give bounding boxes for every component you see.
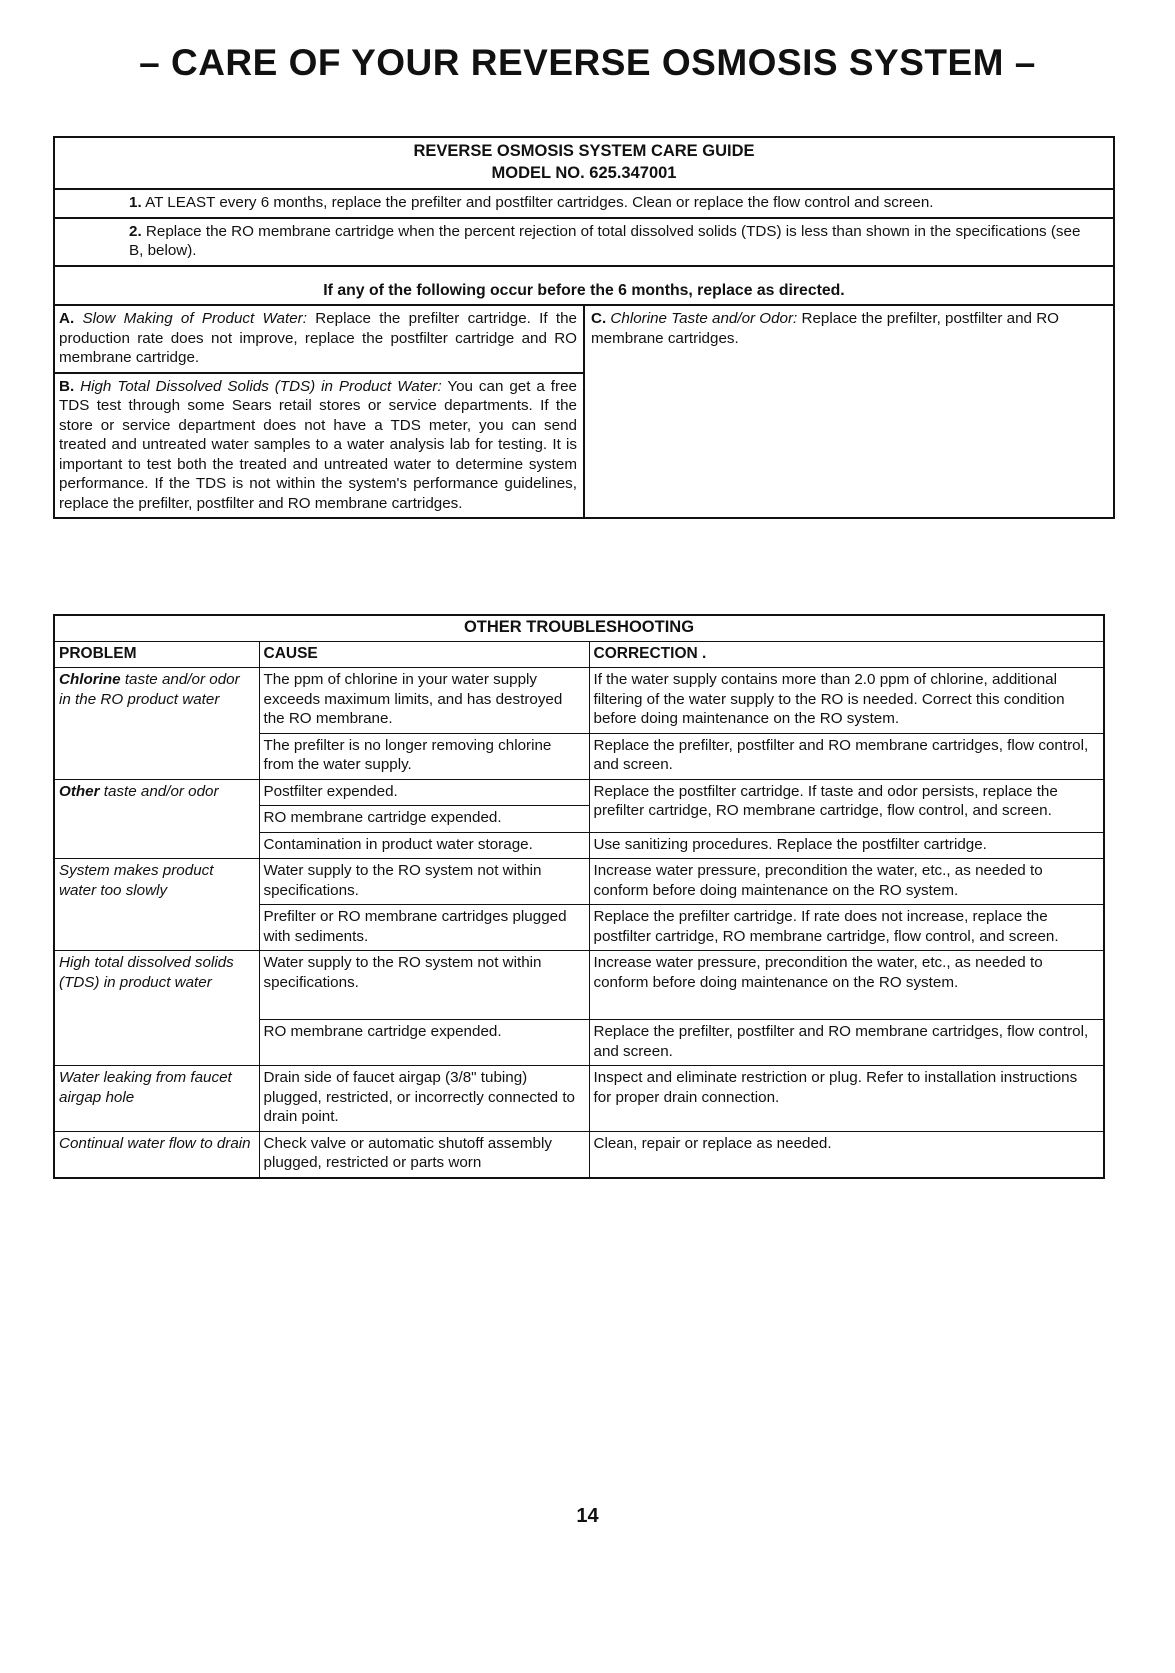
correction-cell: Replace the prefilter, postfilter and RO membrane cartridges, flow control, and screen. (589, 733, 1104, 779)
correction-cell: Increase water pressure, precondition the water, etc., as needed to conform before doing maintenance on the RO system. (589, 951, 1104, 1020)
cause-cell: RO membrane cartridge expended. (259, 806, 589, 833)
correction-cell: Replace the prefilter cartridge. If rate does not increase, replace the postfilter cartridge, RO membrane cartridge, flow control, and screen. (589, 905, 1104, 951)
care-item-2 (55, 219, 1113, 267)
troubleshooting-table (53, 614, 1105, 1179)
cause-cell: The ppm of chlorine in your water supply exceeds maximum limits, and has destroyed the RO membrane. (259, 668, 589, 734)
cause-cell: Drain side of faucet airgap (3/8" tubing) plugged, restricted, or incorrectly connected to drain point. (259, 1066, 589, 1132)
page-title: – CARE OF YOUR REVERSE OSMOSIS SYSTEM – (139, 42, 1036, 83)
cause-cell: Check valve or automatic shutoff assembly plugged, restricted or parts worn (259, 1131, 589, 1178)
care-item-a-text: Replace the prefilter cartridge. If the production rate does not improve, replace the postfilter cartridge and RO membrane cartridge. (59, 310, 577, 366)
column-header-correction: CORRECTION . (589, 641, 1104, 668)
correction-cell: Increase water pressure, precondition the water, etc., as needed to conform before doing maintenance on the RO system. (589, 859, 1104, 905)
problem-text: taste and/or odor in the RO product water (59, 671, 240, 708)
care-item-b-text: You can get a free TDS test through some Sears retail stores or service departments. If the store or service department does not have a TDS meter, you can send treated and untreated water samples to a water analysis lab for testing. It is important to test both the treated and untreated water to determine system performance. If the TDS is not within the system's performance guidelines, replace the prefilter, postfilter and RO membrane cartridges. (59, 377, 577, 512)
table-header-row (54, 641, 1104, 668)
care-item-c-label: C. (591, 310, 607, 327)
problem-cell: System makes product water too slowly (54, 859, 259, 951)
table-row (54, 859, 1104, 905)
correction-cell: If the water supply contains more than 2.0 ppm of chlorine, additional filtering of the water supply to the RO is needed. Correct this condition before doing maintenance on the RO system. (589, 668, 1104, 734)
cause-cell: RO membrane cartridge expended. (259, 1020, 589, 1066)
table-row (54, 1131, 1104, 1178)
correction-cell: Replace the postfilter cartridge. If taste and odor persists, replace the prefilter cartridge, RO membrane cartridge, flow control, and screen. (589, 779, 1104, 832)
correction-cell: Inspect and eliminate restriction or plug. Refer to installation instructions for proper drain connection. (589, 1066, 1104, 1132)
column-header-cause: CAUSE (259, 641, 589, 668)
problem-bold-text: Other (59, 782, 100, 800)
care-item-a-label: A. (59, 310, 75, 327)
care-guide-title: REVERSE OSMOSIS SYSTEM CARE GUIDE (413, 142, 755, 160)
correction-cell: Replace the prefilter, postfilter and RO membrane cartridges, flow control, and screen. (589, 1020, 1104, 1066)
problem-text: taste and/or odor (99, 782, 219, 800)
cause-cell: The prefilter is no longer removing chlorine from the water supply. (259, 733, 589, 779)
table-row (54, 1066, 1104, 1132)
problem-cell: Continual water flow to drain (54, 1131, 259, 1178)
care-item-2-number: 2. (129, 222, 142, 240)
table-row (54, 779, 1104, 806)
correction-cell: Use sanitizing procedures. Replace the postfilter cartridge. (589, 832, 1104, 859)
problem-cell: Water leaking from faucet airgap hole (54, 1066, 259, 1132)
care-left-column (55, 306, 585, 517)
care-guide-box (53, 136, 1115, 519)
care-item-1-number: 1. (129, 194, 142, 211)
problem-bold-text: Chlorine (59, 671, 121, 688)
cause-cell: Contamination in product water storage. (259, 832, 589, 859)
problem-cell (54, 668, 259, 780)
care-item-1 (55, 190, 1113, 219)
cause-cell: Water supply to the RO system not within specifications. (259, 859, 589, 905)
cause-cell: Water supply to the RO system not within specifications. (259, 951, 589, 1020)
column-header-problem: PROBLEM (54, 641, 259, 668)
care-item-a (55, 306, 583, 374)
page-number: 14 (576, 1505, 599, 1527)
table-row (54, 951, 1104, 1020)
care-item-a-title: Slow Making of Product Water: (82, 310, 307, 327)
problem-cell: High total dissolved solids (TDS) in product water (54, 951, 259, 1066)
model-number: MODEL NO. 625.347001 (491, 164, 677, 182)
care-item-c (585, 306, 1113, 517)
care-item-b-title: High Total Dissolved Solids (TDS) in Product Water: (80, 377, 442, 395)
care-subheading: If any of the following occur before the 6 months, replace as directed. (55, 267, 1113, 307)
care-guide-heading (55, 138, 1113, 190)
care-columns (55, 306, 1113, 517)
problem-cell (54, 779, 259, 859)
care-item-b (55, 374, 583, 518)
cause-cell: Prefilter or RO membrane cartridges plugged with sediments. (259, 905, 589, 951)
care-item-c-text: Replace the prefilter, postfilter and RO membrane cartridges. (591, 310, 1059, 347)
care-item-2-text: Replace the RO membrane cartridge when the percent rejection of total dissolved solids (TDS) is less than shown in the specifications (see B, below). (129, 222, 1081, 259)
care-item-c-title: Chlorine Taste and/or Odor: (610, 310, 798, 327)
cause-cell: Postfilter expended. (259, 779, 589, 806)
correction-cell: Clean, repair or replace as needed. (589, 1131, 1104, 1178)
care-item-b-label: B. (59, 377, 75, 395)
troubleshooting-title: OTHER TROUBLESHOOTING (54, 615, 1104, 641)
table-row (54, 668, 1104, 734)
care-item-1-text: AT LEAST every 6 months, replace the prefilter and postfilter cartridges. Clean or replace the flow control and screen. (145, 194, 934, 211)
